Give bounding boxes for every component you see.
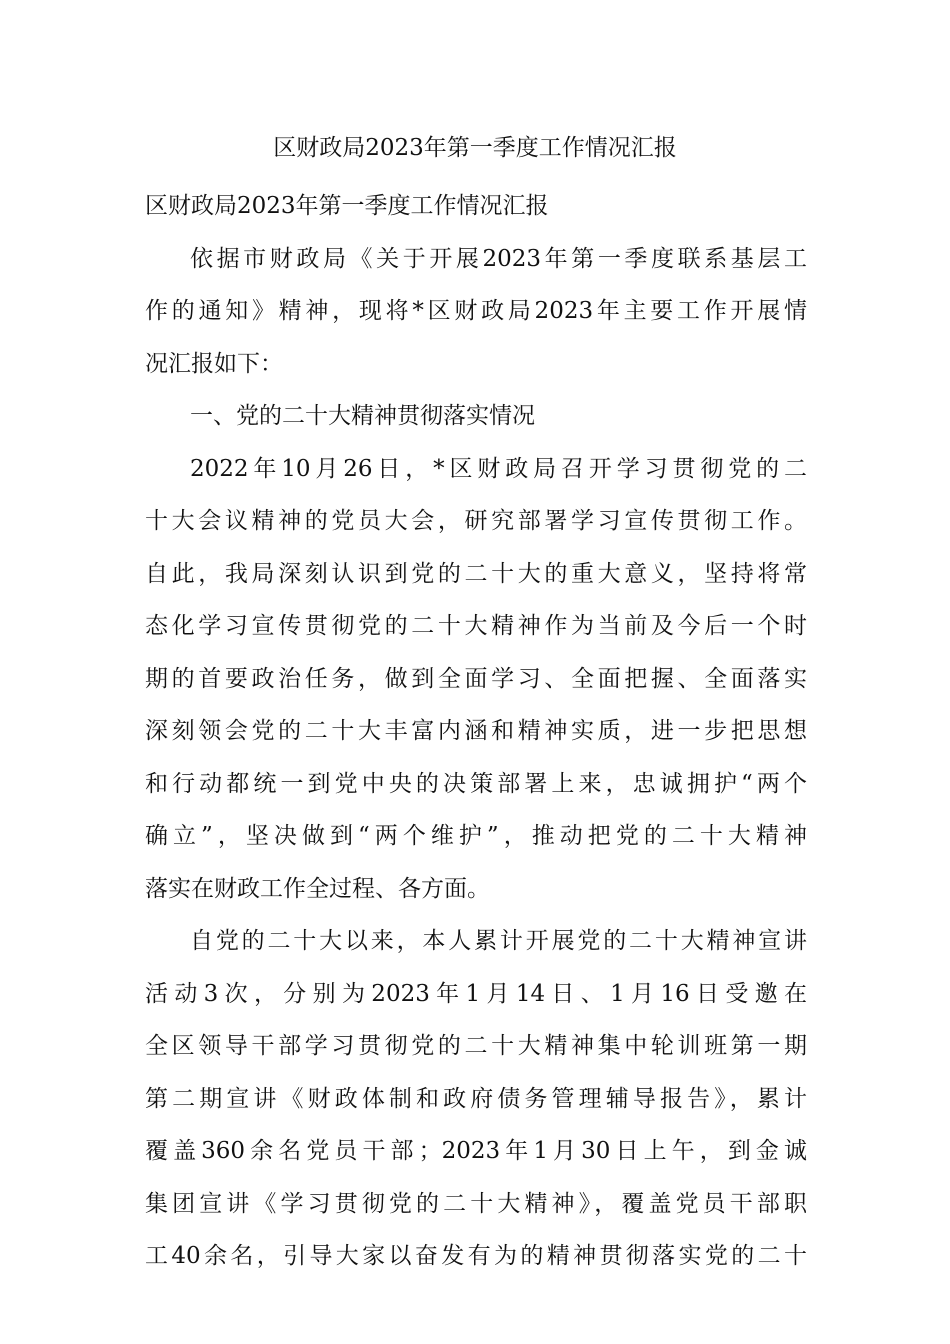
paragraph-line: 第二期宣讲《财政体制和政府债务管理辅导报告》，累计 <box>145 1085 807 1112</box>
paragraph-line: 集团宣讲《学习贯彻党的二十大精神》，覆盖党员干部职 <box>145 1190 807 1217</box>
paragraph-line: 确立”，坚决做到“两个维护”，推动把党的二十大精神 <box>145 823 807 849</box>
paragraph-line: 工40余名，引导大家以奋发有为的精神贯彻落实党的二十 <box>145 1243 807 1269</box>
document-body <box>145 180 807 1283</box>
paragraph-line: 全区领导干部学习贯彻党的二十大精神集中轮训班第一期 <box>145 1033 807 1059</box>
paragraph-line: 依据市财政局《关于开展2023年第一季度联系基层工 <box>190 245 807 272</box>
section-heading: 一、党的二十大精神贯彻落实情况 <box>190 403 535 429</box>
paragraph-line: 作的通知》精神，现将*区财政局2023年主要工作开展情 <box>145 298 807 324</box>
paragraph-line: 期的首要政治任务，做到全面学习、全面把握、全面落实 <box>145 665 807 692</box>
paragraph-line: 况汇报如下： <box>145 350 283 377</box>
paragraph-line: 态化学习宣传贯彻党的二十大精神作为当前及今后一个时 <box>145 613 807 639</box>
paragraph-line: 十大会议精神的党员大会，研究部署学习宣传贯彻工作。 <box>145 508 807 534</box>
paragraph-line: 深刻领会党的二十大丰富内涵和精神实质，进一步把思想 <box>145 718 807 744</box>
subtitle-line: 区财政局2023年第一季度工作情况汇报 <box>145 193 549 219</box>
document-title: 区财政局2023年第一季度工作情况汇报 <box>273 135 677 161</box>
paragraph-line: 2022年10月26日，*区财政局召开学习贯彻党的二 <box>190 455 807 482</box>
paragraph-line: 自此，我局深刻认识到党的二十大的重大意义，坚持将常 <box>145 560 807 587</box>
paragraph-line: 活动3次，分别为2023年1月14日、1月16日受邀在 <box>145 980 807 1007</box>
paragraph-line: 自党的二十大以来，本人累计开展党的二十大精神宣讲 <box>190 928 807 954</box>
paragraph-line: 和行动都统一到党中央的决策部署上来，忠诚拥护“两个 <box>145 770 807 797</box>
paragraph-line: 落实在财政工作全过程、各方面。 <box>145 875 490 902</box>
paragraph-line: 覆盖360余名党员干部；2023年1月30日上午，到金诚 <box>145 1138 807 1164</box>
